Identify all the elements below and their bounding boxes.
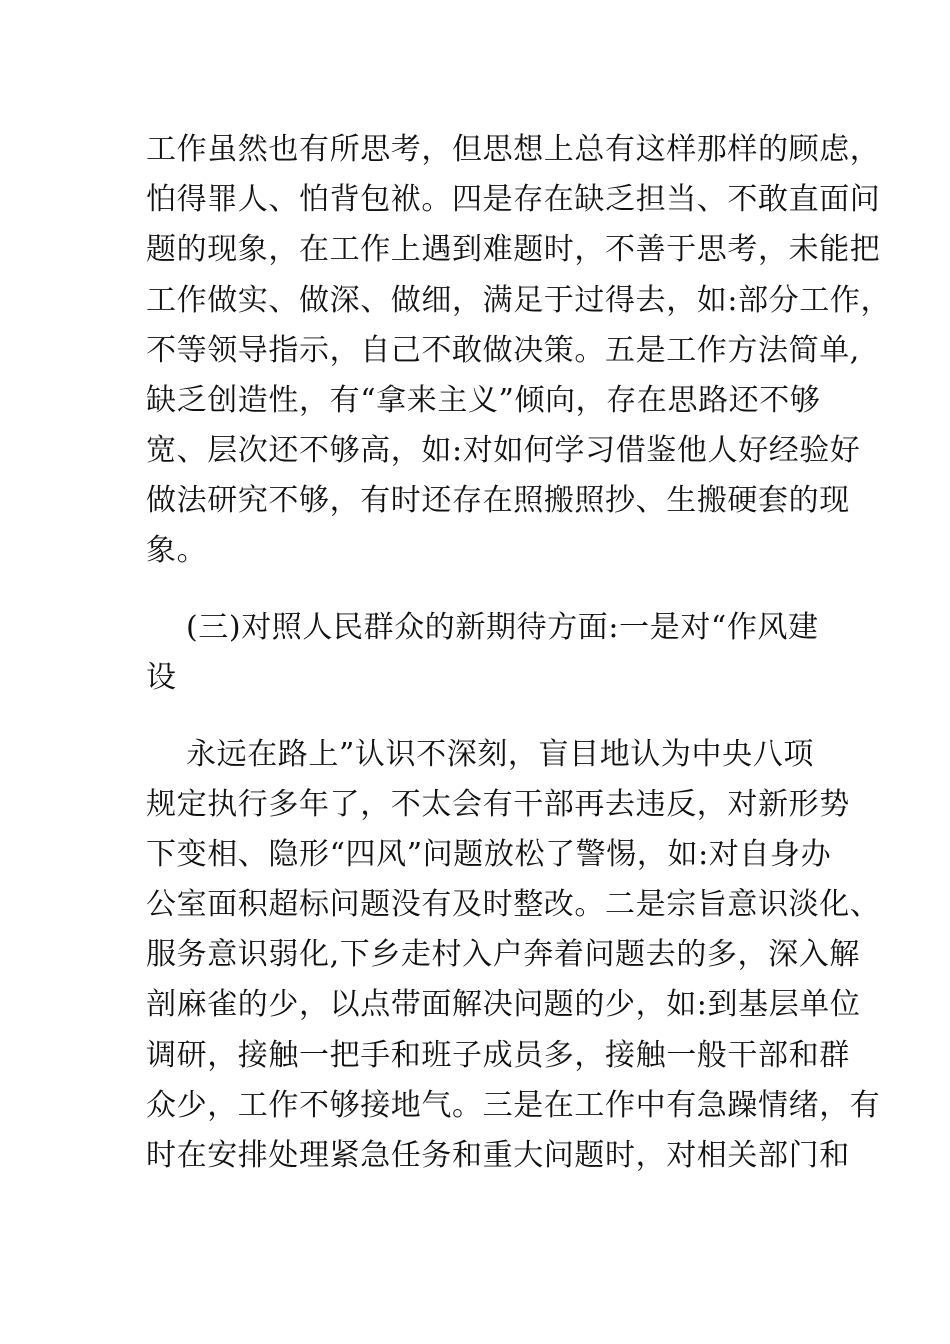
text-line: 剖麻雀的少，以点带面解决问题的少，如:到基层单位 (146, 987, 861, 1022)
section-heading-line: 设 (146, 660, 177, 695)
text-line: 永远在路上”认识不深刻，盲目地认为中央八项 (186, 737, 814, 772)
text-line: 怕得罪人、怕背包袱。四是存在缺乏担当、不敢直面问 (146, 182, 881, 217)
text-line: 工作做实、做深、做细，满足于过得去，如:部分工作， (146, 283, 892, 318)
text-line: 工作虽然也有所思考，但思想上总有这样那样的顾虑， (146, 132, 881, 167)
section-heading-line: (三)对照人民群众的新期待方面:一是对“作风建 (186, 610, 819, 645)
text-line: 服务意识弱化,下乡走村入户奔着问题去的多，深入解 (146, 937, 860, 972)
text-line: 时在安排处理紧急任务和重大问题时，对相关部门和 (146, 1138, 850, 1173)
text-line: 象。 (146, 533, 208, 568)
text-line: 不等领导指示，自己不敢做决策。五是工作方法简单, (146, 333, 860, 368)
text-line: 题的现象，在工作上遇到难题时，不善于思考，未能把 (146, 232, 881, 267)
text-line: 做法研究不够，有时还存在照搬照抄、生搬硬套的现 (146, 483, 850, 518)
text-line: 众少，工作不够接地气。三是在工作中有急躁情绪，有 (146, 1088, 881, 1123)
text-line: 宽、层次还不够高，如:对如何学习借鉴他人好经验好 (146, 433, 861, 468)
text-line: 调研，接触一把手和班子成员多，接触一般干部和群 (146, 1038, 850, 1073)
text-line: 公室面积超标问题没有及时整改。二是宗旨意识淡化、 (146, 887, 881, 922)
text-line: 缺乏创造性，有“拿来主义”倾向，存在思路还不够 (146, 383, 821, 418)
text-line: 下变相、隐形“四风”问题放松了警惕，如:对自身办 (146, 837, 832, 872)
text-line: 规定执行多年了，不太会有干部再去违反，对新形势 (146, 787, 850, 822)
